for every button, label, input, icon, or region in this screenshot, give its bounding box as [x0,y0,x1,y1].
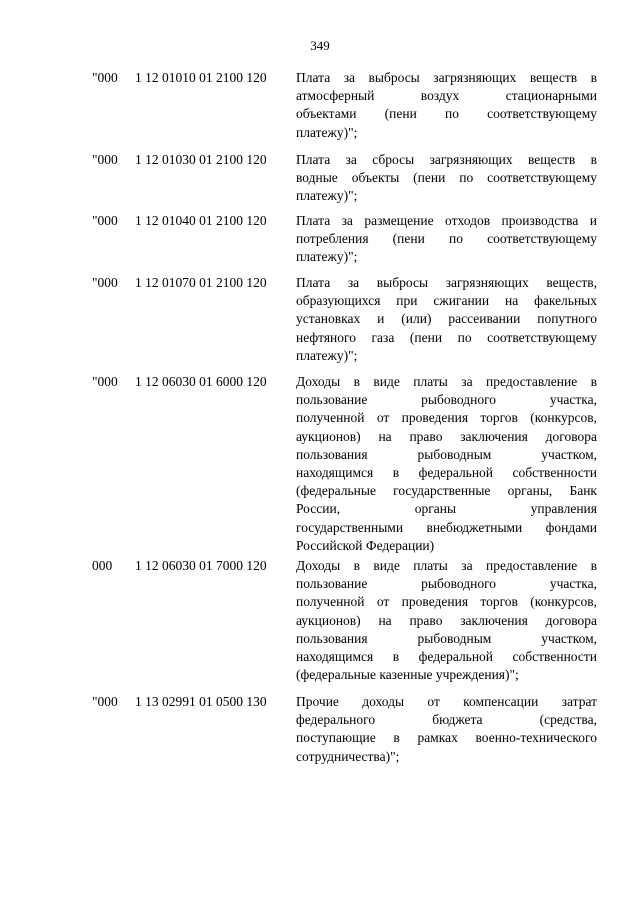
description-line: пользование рыбоводного участка, [296,392,597,408]
description-line: поступающие в рамках военно-технического [296,730,597,746]
entry-description [296,557,597,684]
page-number: 349 [310,38,330,53]
description-line: нефтяного газа (пени по соответствующему [296,329,597,345]
entry-prefix: 000 [92,558,113,573]
description-line: потребления (пени по соответствующему [296,231,597,247]
entry-prefix: "000 [92,374,118,389]
entry-code: 1 12 01010 01 2100 120 [135,70,267,85]
description-line: Доходы в виде платы за предоставление в [296,374,597,389]
entry-description [296,151,597,206]
entry-prefix: "000 [92,152,118,167]
entry-code: 1 13 02991 01 0500 130 [135,694,267,709]
entry-code: 1 12 01070 01 2100 120 [135,275,267,290]
description-line: Плата за сбросы загрязняющих веществ в [296,152,597,167]
description-line: объектами (пени по соответствующему [296,106,597,122]
description-line: платежу)"; [296,249,358,265]
description-line: атмосферный воздух стационарными [296,88,597,104]
entry-code: 1 12 06030 01 7000 120 [135,558,267,573]
description-line: Прочие доходы от компенсации затрат [296,694,597,709]
description-line: находящимся в федеральной собственности [296,465,597,481]
description-line: установках и (или) рассеивании попутного [296,311,597,327]
entry-description [296,69,597,142]
entry-prefix: "000 [92,275,118,290]
description-line: (федеральные казенные учреждения)"; [296,667,519,683]
description-line: Плата за выбросы загрязняющих веществ, [296,275,597,290]
entry-description [296,693,597,766]
description-line: платежу)"; [296,188,358,204]
entry-code: 1 12 01030 01 2100 120 [135,152,267,167]
description-line: России, органы управления [296,501,597,517]
description-line: аукционов) на право заключения договора [296,428,597,444]
description-line: полученной от проведения торгов (конкурсов, [296,410,597,426]
description-line: (федеральные государственные органы, Банк [296,483,597,499]
description-line: пользования рыбоводным участком, [296,446,597,462]
entry-description [296,373,597,555]
description-line: Плата за размещение отходов производства и [296,213,597,228]
entry-prefix: "000 [92,70,118,85]
description-line: аукционов) на право заключения договора [296,612,597,628]
description-line: государственными внебюджетными фондами [296,519,597,535]
entry-description [296,274,597,365]
entry-code: 1 12 01040 01 2100 120 [135,213,267,228]
description-line: Доходы в виде платы за предоставление в [296,558,597,573]
description-line: образующихся при сжигании на факельных [296,293,597,309]
entry-code: 1 12 06030 01 6000 120 [135,374,267,389]
description-line: платежу)"; [296,347,358,363]
entry-prefix: "000 [92,213,118,228]
description-line: федерального бюджета (средства, [296,712,597,728]
description-line: сотрудничества)"; [296,748,400,764]
description-line: платежу)"; [296,124,358,140]
description-line: находящимся в федеральной собственности [296,649,597,665]
description-line: водные объекты (пени по соответствующему [296,170,597,186]
entry-prefix: "000 [92,694,118,709]
description-line: полученной от проведения торгов (конкурсов, [296,594,597,610]
description-line: Плата за выбросы загрязняющих веществ в [296,70,597,85]
description-line: Российской Федерации) [296,537,435,553]
description-line: пользование рыбоводного участка, [296,576,597,592]
entry-description [296,212,597,267]
description-line: пользования рыбоводным участком, [296,630,597,646]
